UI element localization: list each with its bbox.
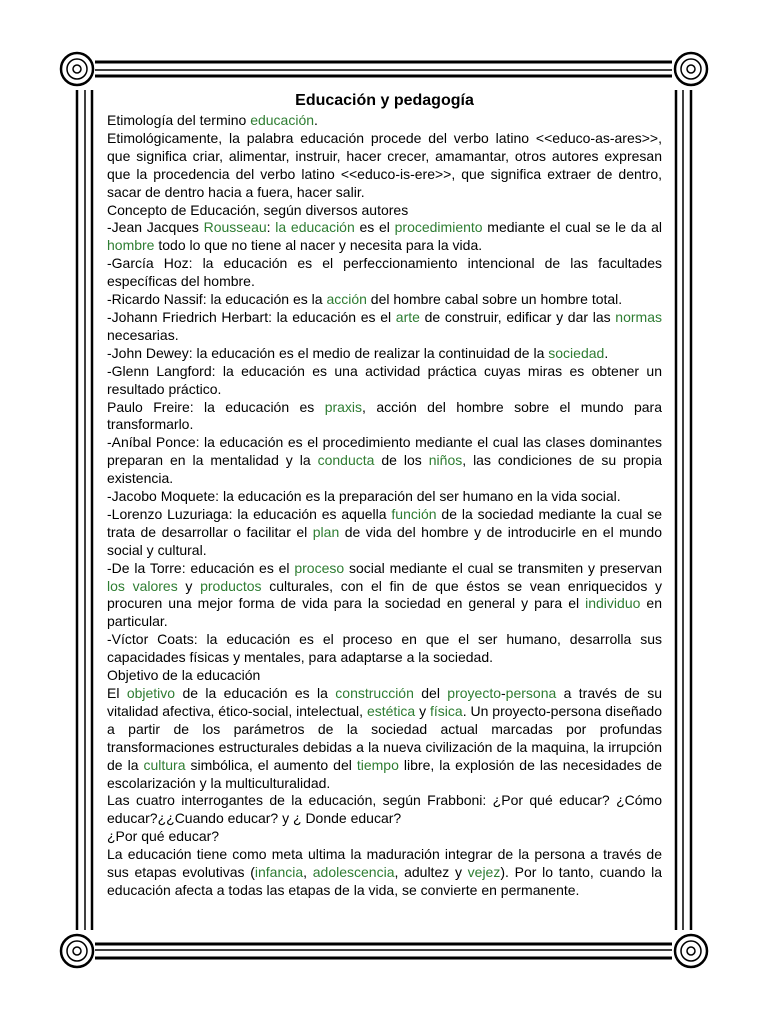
text-run: de los bbox=[374, 452, 429, 469]
hyperlink[interactable]: tiempo bbox=[356, 756, 399, 773]
hyperlink[interactable]: construcción bbox=[335, 685, 414, 701]
text-run: de la sociedad mediante la cual se trata de desarrollar o facilitar el bbox=[107, 505, 662, 540]
paragraph bbox=[107, 363, 662, 399]
hyperlink[interactable]: individuo bbox=[585, 595, 641, 612]
text-run: -Glenn Langford: la educación es una actividad práctica cuyas miras es obtener un resultado práctico. bbox=[107, 362, 662, 397]
paragraph bbox=[107, 202, 662, 220]
hyperlink[interactable]: los valores bbox=[107, 577, 178, 594]
hyperlink[interactable]: productos bbox=[200, 577, 262, 594]
text-run: . bbox=[314, 112, 318, 128]
text-run: -García Hoz: la educación es el perfeccionamiento intencional de las facultades específicas del hombre. bbox=[107, 255, 662, 290]
hyperlink[interactable]: función bbox=[391, 505, 437, 522]
ornamental-circle-icon bbox=[675, 53, 707, 85]
text-run: -Jacobo Moquete: la educación es la preparación del ser humano en la vida social. bbox=[107, 488, 621, 505]
paragraph bbox=[107, 112, 662, 130]
hyperlink[interactable]: adolescencia bbox=[312, 864, 395, 881]
paragraph bbox=[107, 792, 662, 828]
text-run: Etimológicamente, la palabra educación procede del verbo latino <<educo-as-ares>>, que significa criar, alimentar, instruir, hacer crecer, amamantar, otros autores expresan que la procedencia del verbo latino <<educo-is-ere>>, que significa extraer de dentro, sacar de dentro hacia a fuera, hacer salir. bbox=[107, 129, 662, 200]
text-run: social mediante el cual se transmiten y preservan bbox=[344, 559, 662, 576]
text-run: -Aníbal Ponce: la educación es el procedimiento mediante el cual las clases dominantes preparan en la mentalidad y la bbox=[107, 434, 662, 469]
document-page bbox=[107, 90, 662, 920]
paragraph bbox=[107, 506, 662, 560]
paragraph bbox=[107, 685, 662, 792]
text-run: . Un proyecto-persona diseñado a partir de los parámetros de la sociedad actual marcadas por profundas transformaciones estructurales debidas a la nueva civilización de la maquina, la irrupción de la bbox=[107, 702, 662, 773]
text-run: todo lo que no tiene al nacer y necesita para la vida. bbox=[154, 237, 483, 254]
hyperlink[interactable]: objetivo bbox=[126, 685, 176, 701]
paragraph bbox=[107, 631, 662, 667]
text-run: ¿Por qué educar? bbox=[107, 828, 220, 845]
text-run: -Johann Friedrich Herbart: la educación es el bbox=[107, 308, 396, 325]
hyperlink[interactable]: normas bbox=[615, 308, 662, 325]
hyperlink[interactable]: proyecto bbox=[447, 685, 501, 701]
hyperlink[interactable]: arte bbox=[395, 308, 420, 325]
hyperlink[interactable]: acción bbox=[326, 291, 367, 308]
text-run: de vida del hombre y de introducirle en el mundo social y cultural. bbox=[107, 523, 662, 558]
text-run: La educación tiene como meta ultima la maduración integrar de la persona a través de sus etapas evolutivas ( bbox=[107, 846, 662, 881]
text-run: en particular. bbox=[107, 595, 662, 630]
text-run: -Ricardo Nassif: la educación es la bbox=[107, 291, 327, 308]
text-run: , adultez y bbox=[394, 864, 468, 881]
paragraph bbox=[107, 667, 662, 685]
text-run: y bbox=[177, 577, 201, 594]
hyperlink[interactable]: cultura bbox=[143, 756, 186, 773]
text-run: -De la Torre: educación es el bbox=[107, 559, 295, 576]
hyperlink[interactable]: conducta bbox=[317, 452, 375, 469]
paragraph bbox=[107, 291, 662, 309]
text-run: Las cuatro interrogantes de la educación, según Frabboni: ¿Por qué educar? ¿Cómo educar?¿¿Cuando educar? y ¿ Donde educar? bbox=[107, 792, 662, 827]
paragraph bbox=[107, 846, 662, 900]
text-run: , acción del hombre sobre el mundo para transformarlo. bbox=[107, 398, 662, 433]
text-run: del bbox=[413, 685, 448, 701]
text-run: y bbox=[415, 702, 431, 719]
hyperlink[interactable]: niños bbox=[428, 452, 463, 469]
paragraph bbox=[107, 309, 662, 345]
text-run: . bbox=[604, 344, 609, 361]
hyperlink[interactable]: estética bbox=[366, 702, 416, 719]
paragraph bbox=[107, 399, 662, 435]
hyperlink[interactable]: vejez bbox=[467, 864, 501, 881]
text-run: Concepto de Educación, según diversos autores bbox=[107, 201, 409, 218]
paragraph bbox=[107, 434, 662, 488]
text-run: Objetivo de la educación bbox=[107, 667, 261, 684]
ornamental-circle-icon bbox=[675, 935, 707, 967]
paragraph bbox=[107, 828, 662, 846]
text-run: libre, la explosión de las necesidades de escolarización y la multiculturalidad. bbox=[107, 756, 662, 791]
hyperlink[interactable]: infancia bbox=[254, 864, 304, 881]
text-run: - bbox=[501, 685, 506, 701]
ornamental-circle-icon bbox=[61, 935, 93, 967]
text-run: de la educación es la bbox=[175, 685, 336, 701]
paragraph bbox=[107, 219, 662, 255]
paragraph bbox=[107, 345, 662, 363]
paragraph bbox=[107, 488, 662, 506]
text-run: de construir, edificar y dar las bbox=[419, 308, 616, 325]
hyperlink[interactable]: educación bbox=[250, 112, 315, 128]
text-run: ). Por lo tanto, cuando la educación afecta a todas las etapas de la vida, se convierte en permanente. bbox=[107, 864, 662, 898]
hyperlink[interactable]: proceso bbox=[294, 559, 345, 576]
hyperlink[interactable]: plan bbox=[312, 523, 340, 540]
text-run: -Jean Jacques bbox=[107, 219, 204, 236]
text-run: : bbox=[266, 219, 276, 236]
text-run: El bbox=[107, 685, 127, 701]
document-body bbox=[107, 112, 662, 900]
text-run: Paulo Freire: la educación es bbox=[107, 398, 325, 415]
text-run: , las condiciones de su propia existencia. bbox=[107, 452, 662, 487]
hyperlink[interactable]: sociedad bbox=[548, 344, 605, 361]
text-run: Etimología del termino bbox=[107, 112, 251, 128]
paragraph bbox=[107, 255, 662, 291]
text-run: mediante el cual se le da al bbox=[482, 219, 662, 236]
ornamental-circle-icon bbox=[61, 53, 93, 85]
document-title: Educación y pedagogía bbox=[295, 92, 474, 109]
text-run: necesarias. bbox=[107, 326, 179, 343]
text-run: , bbox=[303, 864, 313, 881]
hyperlink[interactable]: procedimiento bbox=[394, 219, 483, 236]
hyperlink[interactable]: la educación bbox=[275, 219, 355, 236]
paragraph bbox=[107, 130, 662, 202]
text-run: del hombre cabal sobre un hombre total. bbox=[366, 291, 623, 308]
hyperlink[interactable]: persona bbox=[505, 685, 557, 701]
text-run: simbólica, el aumento del bbox=[185, 756, 357, 773]
text-run: culturales, con el fin de que éstos se vean enriquecidos y procuren una mejor forma de vida para la sociedad en general y para el bbox=[107, 577, 662, 612]
hyperlink[interactable]: praxis bbox=[324, 398, 363, 415]
text-run: -John Dewey: la educación es el medio de realizar la continuidad de la bbox=[107, 344, 549, 361]
text-run: -Lorenzo Luzuriaga: la educación es aquella bbox=[107, 505, 392, 522]
hyperlink[interactable]: Rousseau bbox=[203, 219, 267, 236]
paragraph bbox=[107, 560, 662, 632]
text-run: es el bbox=[354, 219, 395, 236]
text-run: -Víctor Coats: la educación es el proceso en que el ser humano, desarrolla sus capacidades físicas y mentales, para adaptarse a la sociedad. bbox=[107, 631, 662, 666]
hyperlink[interactable]: hombre bbox=[107, 237, 155, 254]
text-run: a través de su vitalidad afectiva, ético-social, intelectual, bbox=[107, 685, 662, 719]
hyperlink[interactable]: física bbox=[430, 702, 463, 719]
